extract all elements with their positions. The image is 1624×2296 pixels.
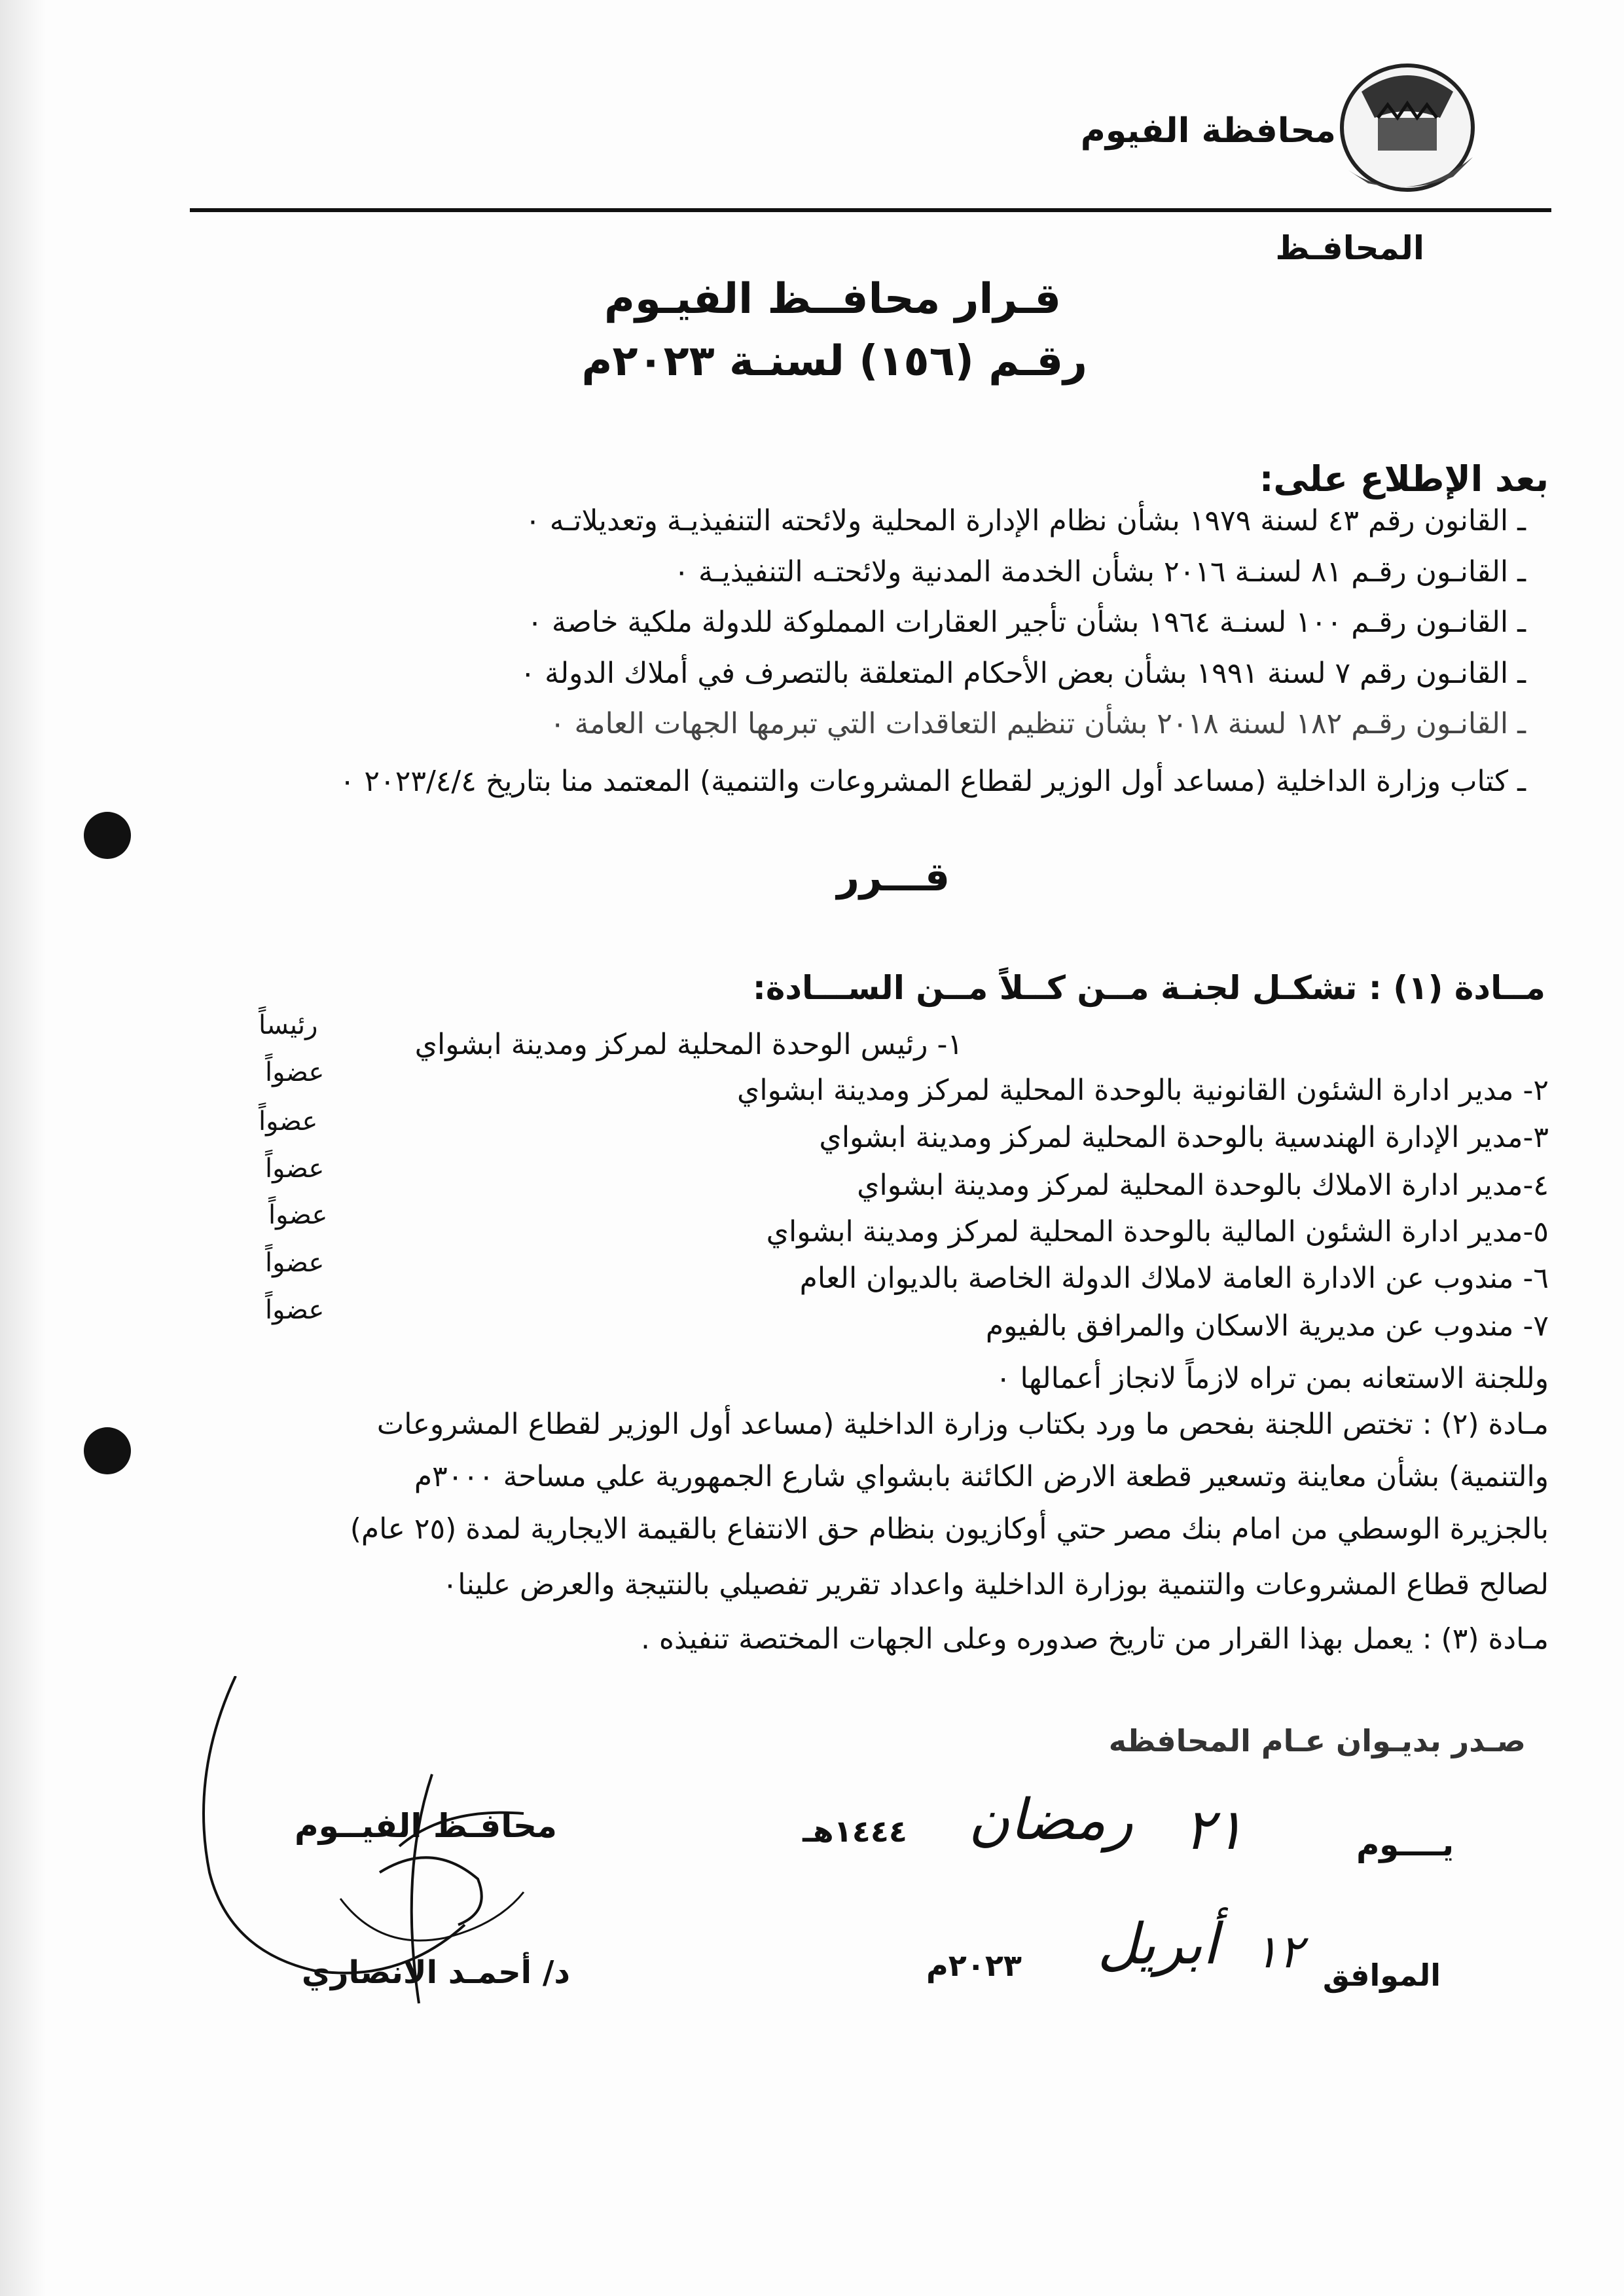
day-label: يــــوم: [1356, 1827, 1454, 1863]
decision-heading: قـــرر: [837, 854, 950, 900]
article-2-line: بالجزيرة الوسطي من امام بنك مصر حتي أوكازيون بنظام حق الانتفاع بالقيمة الايجارية لمدة (٢٥ عام): [350, 1512, 1549, 1546]
page-shadow-edge: [0, 0, 46, 2296]
hijri-month-handwritten: رمضان: [968, 1787, 1133, 1853]
preamble-item: ـ كتاب وزارة الداخلية (مساعد أول الوزير لقطاع المشروعات والتنمية) المعتمد منا بتاريخ ٢٠٢٣/٤/٤ ٠: [339, 765, 1526, 798]
member-role: عضواً: [268, 1200, 328, 1230]
signature-scribble: [183, 1676, 609, 2043]
office-title: المحافـظ: [1275, 229, 1424, 267]
hijri-year: ١٤٤٤هـ: [803, 1813, 907, 1849]
member-name: ٦- مندوب عن الادارة العامة لاملاك الدولة الخاصة بالديوان العام: [799, 1262, 1549, 1295]
governorate-emblem: [1322, 46, 1492, 203]
preamble-item: ـ القانـون رقـم ١٨٢ لسنة ٢٠١٨ بشأن تنظيم التعاقدات التي تبرمها الجهات العامة ٠: [549, 707, 1526, 740]
member-role: عضواً: [265, 1295, 325, 1325]
article-3: مـادة (٣) : يعمل بهذا القرار من تاريخ صدوره وعلى الجهات المختصة تنفيذه .: [640, 1622, 1549, 1656]
punch-hole-top: [84, 812, 131, 859]
governorate-name: محافظة الفيوم: [1080, 111, 1336, 151]
corresponding-label: الموافق: [1322, 1958, 1441, 1993]
article-1-note: وللجنة الاستعانه بمن تراه لازماً لانجاز أعمالها ٠: [995, 1362, 1549, 1395]
member-name: ٤-مدير ادارة الاملاك بالوحدة المحلية لمركز ومدينة ابشواي: [857, 1169, 1549, 1202]
member-role: رئيساً: [259, 1010, 318, 1040]
signatory-title: محافـظ الفيــوم: [294, 1807, 557, 1845]
decree-number: رقـم (١٥٦) لسنـة ٢٠٢٣م: [581, 337, 1087, 386]
article-2-line: لصالح قطاع المشروعات والتنمية بوزارة الداخلية واعداد تقرير تفصيلي بالنتيجة والعرض علينا٠: [442, 1568, 1549, 1601]
article-2-line: مـادة (٢) : تختص اللجنة بفحص ما ورد بكتاب وزارة الداخلية (مساعد أول الوزير لقطاع المشروعات: [376, 1408, 1549, 1441]
article-1-heading: مــادة (١) : تشكـل لجنـة مــن كــلاً مــن الســـادة:: [752, 969, 1545, 1007]
preamble-item: ـ القانون رقم ٤٣ لسنة ١٩٧٩ بشأن نظام الإدارة المحلية ولائحته التنفيذيـة وتعديلاتـه ٠: [525, 504, 1526, 538]
punch-hole-bottom: [84, 1427, 131, 1474]
header-rule: [190, 208, 1551, 212]
greg-day-handwritten: ١٢: [1254, 1925, 1303, 1978]
member-name: ١- رئيس الوحدة المحلية لمركز ومدينة ابشواي: [414, 1028, 963, 1061]
article-2-line: والتنمية) بشأن معاينة وتسعير قطعة الارض الكائنة بابشواي شارع الجمهورية علي مساحة ٣٠٠٠م: [414, 1460, 1549, 1493]
member-name: ٣-مدير الإدارة الهندسية بالوحدة المحلية لمركز ومدينة ابشواي: [819, 1121, 1549, 1154]
member-name: ٧- مندوب عن مديرية الاسكان والمرافق بالفيوم: [985, 1309, 1549, 1343]
greg-month-handwritten: أبريل: [1097, 1912, 1218, 1977]
issued-at: صـدر بديـوان عـام المحافظه: [1108, 1723, 1526, 1758]
preamble-item: ـ القانـون رقـم ٨١ لسنـة ٢٠١٦ بشأن الخدمة المدنية ولائحتـه التنفيذيـة ٠: [674, 555, 1526, 589]
member-role: عضواً: [265, 1154, 325, 1184]
preamble-item: ـ القانـون رقـم ١٠٠ لسنـة ١٩٦٤ بشأن تأجير العقارات المملوكة للدولة ملكية خاصة ٠: [527, 606, 1526, 639]
greg-year: ٢٠٢٣م: [926, 1948, 1022, 1983]
preamble-item: ـ القانـون رقم ٧ لسنة ١٩٩١ بشأن بعض الأحكام المتعلقة بالتصرف في أملاك الدولة ٠: [520, 657, 1526, 690]
member-role: عضواً: [265, 1248, 325, 1278]
hijri-day-handwritten: ٢١: [1183, 1797, 1244, 1863]
member-role: عضواً: [265, 1057, 325, 1087]
member-name: ٥-مدير ادارة الشئون المالية بالوحدة المحلية لمركز ومدينة ابشواي: [766, 1215, 1549, 1248]
signatory-name: د/ أحمـد الانصاري: [301, 1954, 570, 1991]
preamble-heading: بعد الإطلاع على:: [1259, 458, 1549, 500]
decree-title: قـرار محافــظ الفيـوم: [604, 275, 1061, 323]
member-role: عضواً: [259, 1106, 318, 1137]
member-name: ٢- مدير ادارة الشئون القانونية بالوحدة المحلية لمركز ومدينة ابشواي: [736, 1074, 1549, 1107]
